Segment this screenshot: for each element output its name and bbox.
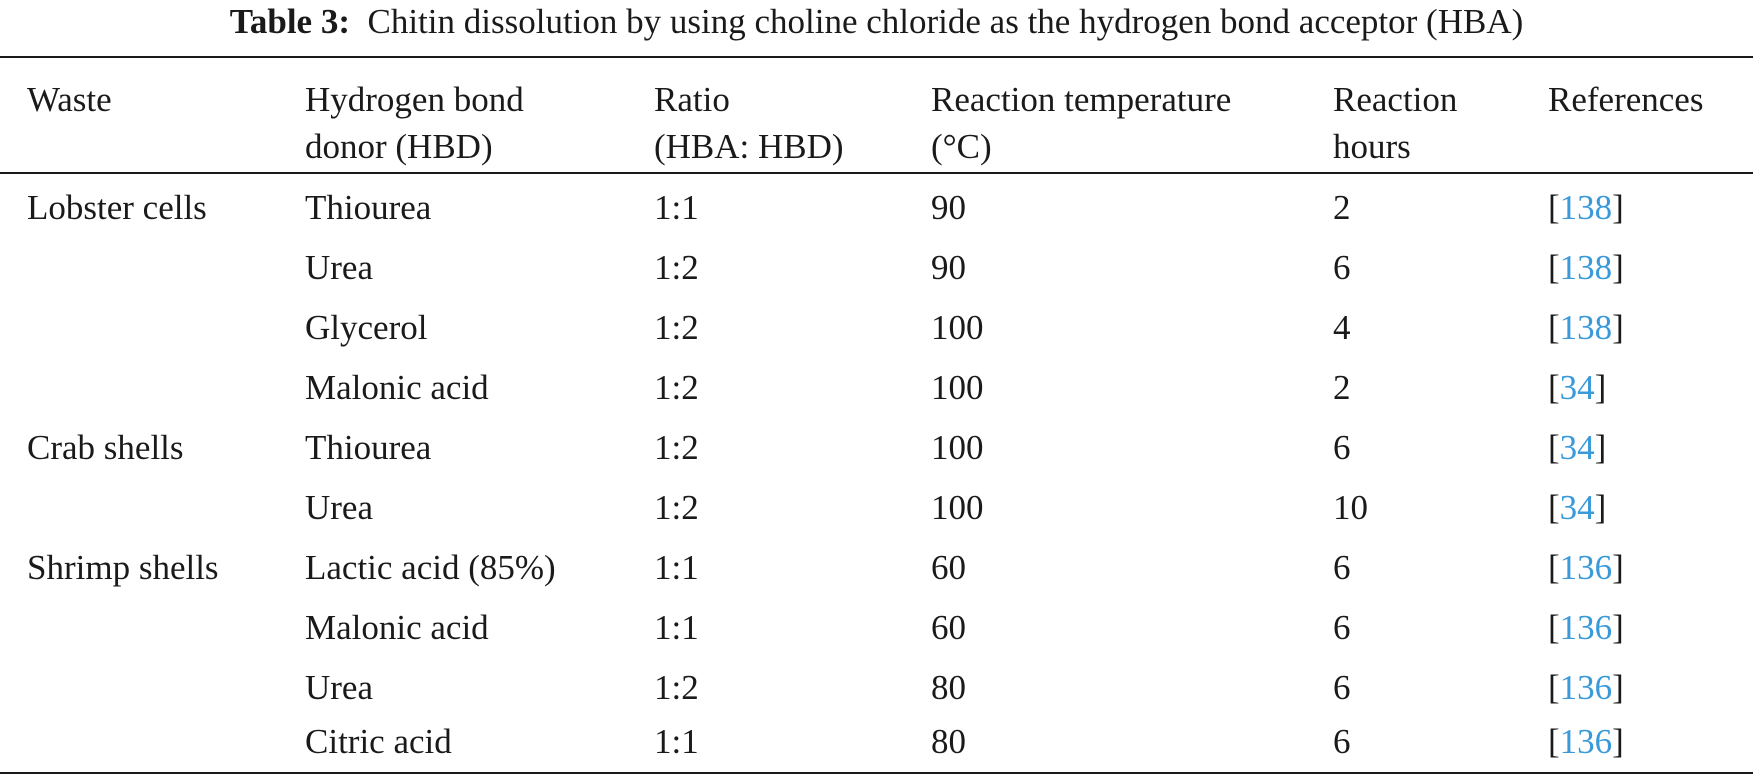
- cell-ratio: 1:1: [654, 722, 699, 761]
- cell-hours: 6: [1333, 608, 1351, 647]
- header-references-line-1: References: [1548, 80, 1704, 119]
- cell-temperature: 80: [931, 722, 966, 761]
- cell-hbd: Lactic acid (85%): [305, 548, 556, 587]
- cell-reference: [136]: [1548, 548, 1624, 587]
- cell-waste: Crab shells: [27, 428, 184, 467]
- reference-link[interactable]: 138: [1559, 188, 1613, 227]
- table-caption-text: Chitin dissolution by using choline chloride as the hydrogen bond acceptor (HBA): [367, 2, 1524, 41]
- cell-ratio: 1:1: [654, 188, 699, 227]
- reference-link[interactable]: 136: [1559, 548, 1613, 587]
- cell-hbd: Thiourea: [305, 188, 432, 227]
- cell-reference: [138]: [1548, 248, 1624, 287]
- header-temperature-line-2: (°C): [931, 127, 992, 166]
- table-row: [0, 658, 1753, 718]
- cell-reference: [34]: [1548, 368, 1607, 407]
- cell-hbd: Thiourea: [305, 428, 432, 467]
- header-temperature: [931, 76, 1231, 170]
- table-header-rule: [0, 172, 1753, 174]
- cell-reference: [138]: [1548, 188, 1624, 227]
- cell-hours: 6: [1333, 248, 1351, 287]
- cell-temperature: 80: [931, 668, 966, 707]
- header-temperature-line-1: Reaction temperature: [931, 80, 1232, 119]
- table-row: [0, 358, 1753, 418]
- cell-ratio: 1:1: [654, 608, 699, 647]
- reference-link[interactable]: 138: [1559, 308, 1613, 347]
- cell-temperature: 100: [931, 308, 984, 347]
- cell-hours: 2: [1333, 368, 1351, 407]
- cell-hours: 2: [1333, 188, 1351, 227]
- cell-reference: [136]: [1548, 722, 1624, 761]
- cell-hbd: Urea: [305, 248, 374, 287]
- cell-hbd: Citric acid: [305, 722, 452, 761]
- cell-hbd: Malonic acid: [305, 608, 489, 647]
- reference-link[interactable]: 34: [1559, 428, 1595, 467]
- header-references: [1548, 76, 1703, 123]
- cell-hbd: Glycerol: [305, 308, 428, 347]
- reference-link[interactable]: 34: [1559, 368, 1595, 407]
- table-row: [0, 538, 1753, 598]
- reference-link[interactable]: 136: [1559, 668, 1613, 707]
- table-row: [0, 178, 1753, 238]
- reference-link[interactable]: 138: [1559, 248, 1613, 287]
- cell-temperature: 60: [931, 548, 966, 587]
- header-hbd-line-2: donor (HBD): [305, 127, 493, 166]
- cell-reference: [136]: [1548, 668, 1624, 707]
- cell-hours: 6: [1333, 428, 1351, 467]
- header-hbd: [305, 76, 524, 170]
- table-row: [0, 598, 1753, 658]
- cell-hbd: Malonic acid: [305, 368, 489, 407]
- reference-link[interactable]: 136: [1559, 608, 1613, 647]
- cell-hbd: Urea: [305, 488, 374, 527]
- cell-temperature: 90: [931, 248, 966, 287]
- table-row: [0, 298, 1753, 358]
- table-row: [0, 238, 1753, 298]
- header-hours-line-1: Reaction: [1333, 80, 1458, 119]
- table-bottom-rule: [0, 772, 1753, 774]
- cell-hours: 10: [1333, 488, 1368, 527]
- table-header-row: [0, 76, 1753, 170]
- cell-hours: 4: [1333, 308, 1351, 347]
- header-hbd-line-1: Hydrogen bond: [305, 80, 524, 119]
- cell-ratio: 1:1: [654, 548, 699, 587]
- cell-ratio: 1:2: [654, 668, 699, 707]
- table-row: [0, 712, 1753, 772]
- cell-reference: [34]: [1548, 488, 1607, 527]
- cell-reference: [138]: [1548, 308, 1624, 347]
- cell-ratio: 1:2: [654, 368, 699, 407]
- cell-ratio: 1:2: [654, 308, 699, 347]
- cell-hours: 6: [1333, 668, 1351, 707]
- cell-reference: [136]: [1548, 608, 1624, 647]
- cell-temperature: 60: [931, 608, 966, 647]
- table-caption-label: Table 3:: [229, 2, 350, 41]
- table-row: [0, 478, 1753, 538]
- reference-link[interactable]: 136: [1559, 722, 1613, 761]
- cell-temperature: 100: [931, 428, 984, 467]
- header-ratio-line-2: (HBA: HBD): [654, 127, 844, 166]
- table-caption: [0, 0, 1753, 44]
- table-row: [0, 418, 1753, 478]
- cell-waste: Shrimp shells: [27, 548, 219, 587]
- header-ratio-line-1: Ratio: [654, 80, 730, 119]
- cell-ratio: 1:2: [654, 248, 699, 287]
- reference-link[interactable]: 34: [1559, 488, 1595, 527]
- cell-reference: [34]: [1548, 428, 1607, 467]
- header-waste: [27, 76, 112, 123]
- header-ratio: [654, 76, 844, 170]
- cell-ratio: 1:2: [654, 488, 699, 527]
- cell-hours: 6: [1333, 548, 1351, 587]
- cell-temperature: 90: [931, 188, 966, 227]
- cell-hours: 6: [1333, 722, 1351, 761]
- cell-hbd: Urea: [305, 668, 374, 707]
- cell-temperature: 100: [931, 368, 984, 407]
- cell-temperature: 100: [931, 488, 984, 527]
- cell-waste: Lobster cells: [27, 188, 207, 227]
- table-top-rule: [0, 56, 1753, 58]
- cell-ratio: 1:2: [654, 428, 699, 467]
- header-waste-line-1: Waste: [27, 80, 112, 119]
- header-hours: [1333, 76, 1457, 170]
- header-hours-line-2: hours: [1333, 127, 1411, 166]
